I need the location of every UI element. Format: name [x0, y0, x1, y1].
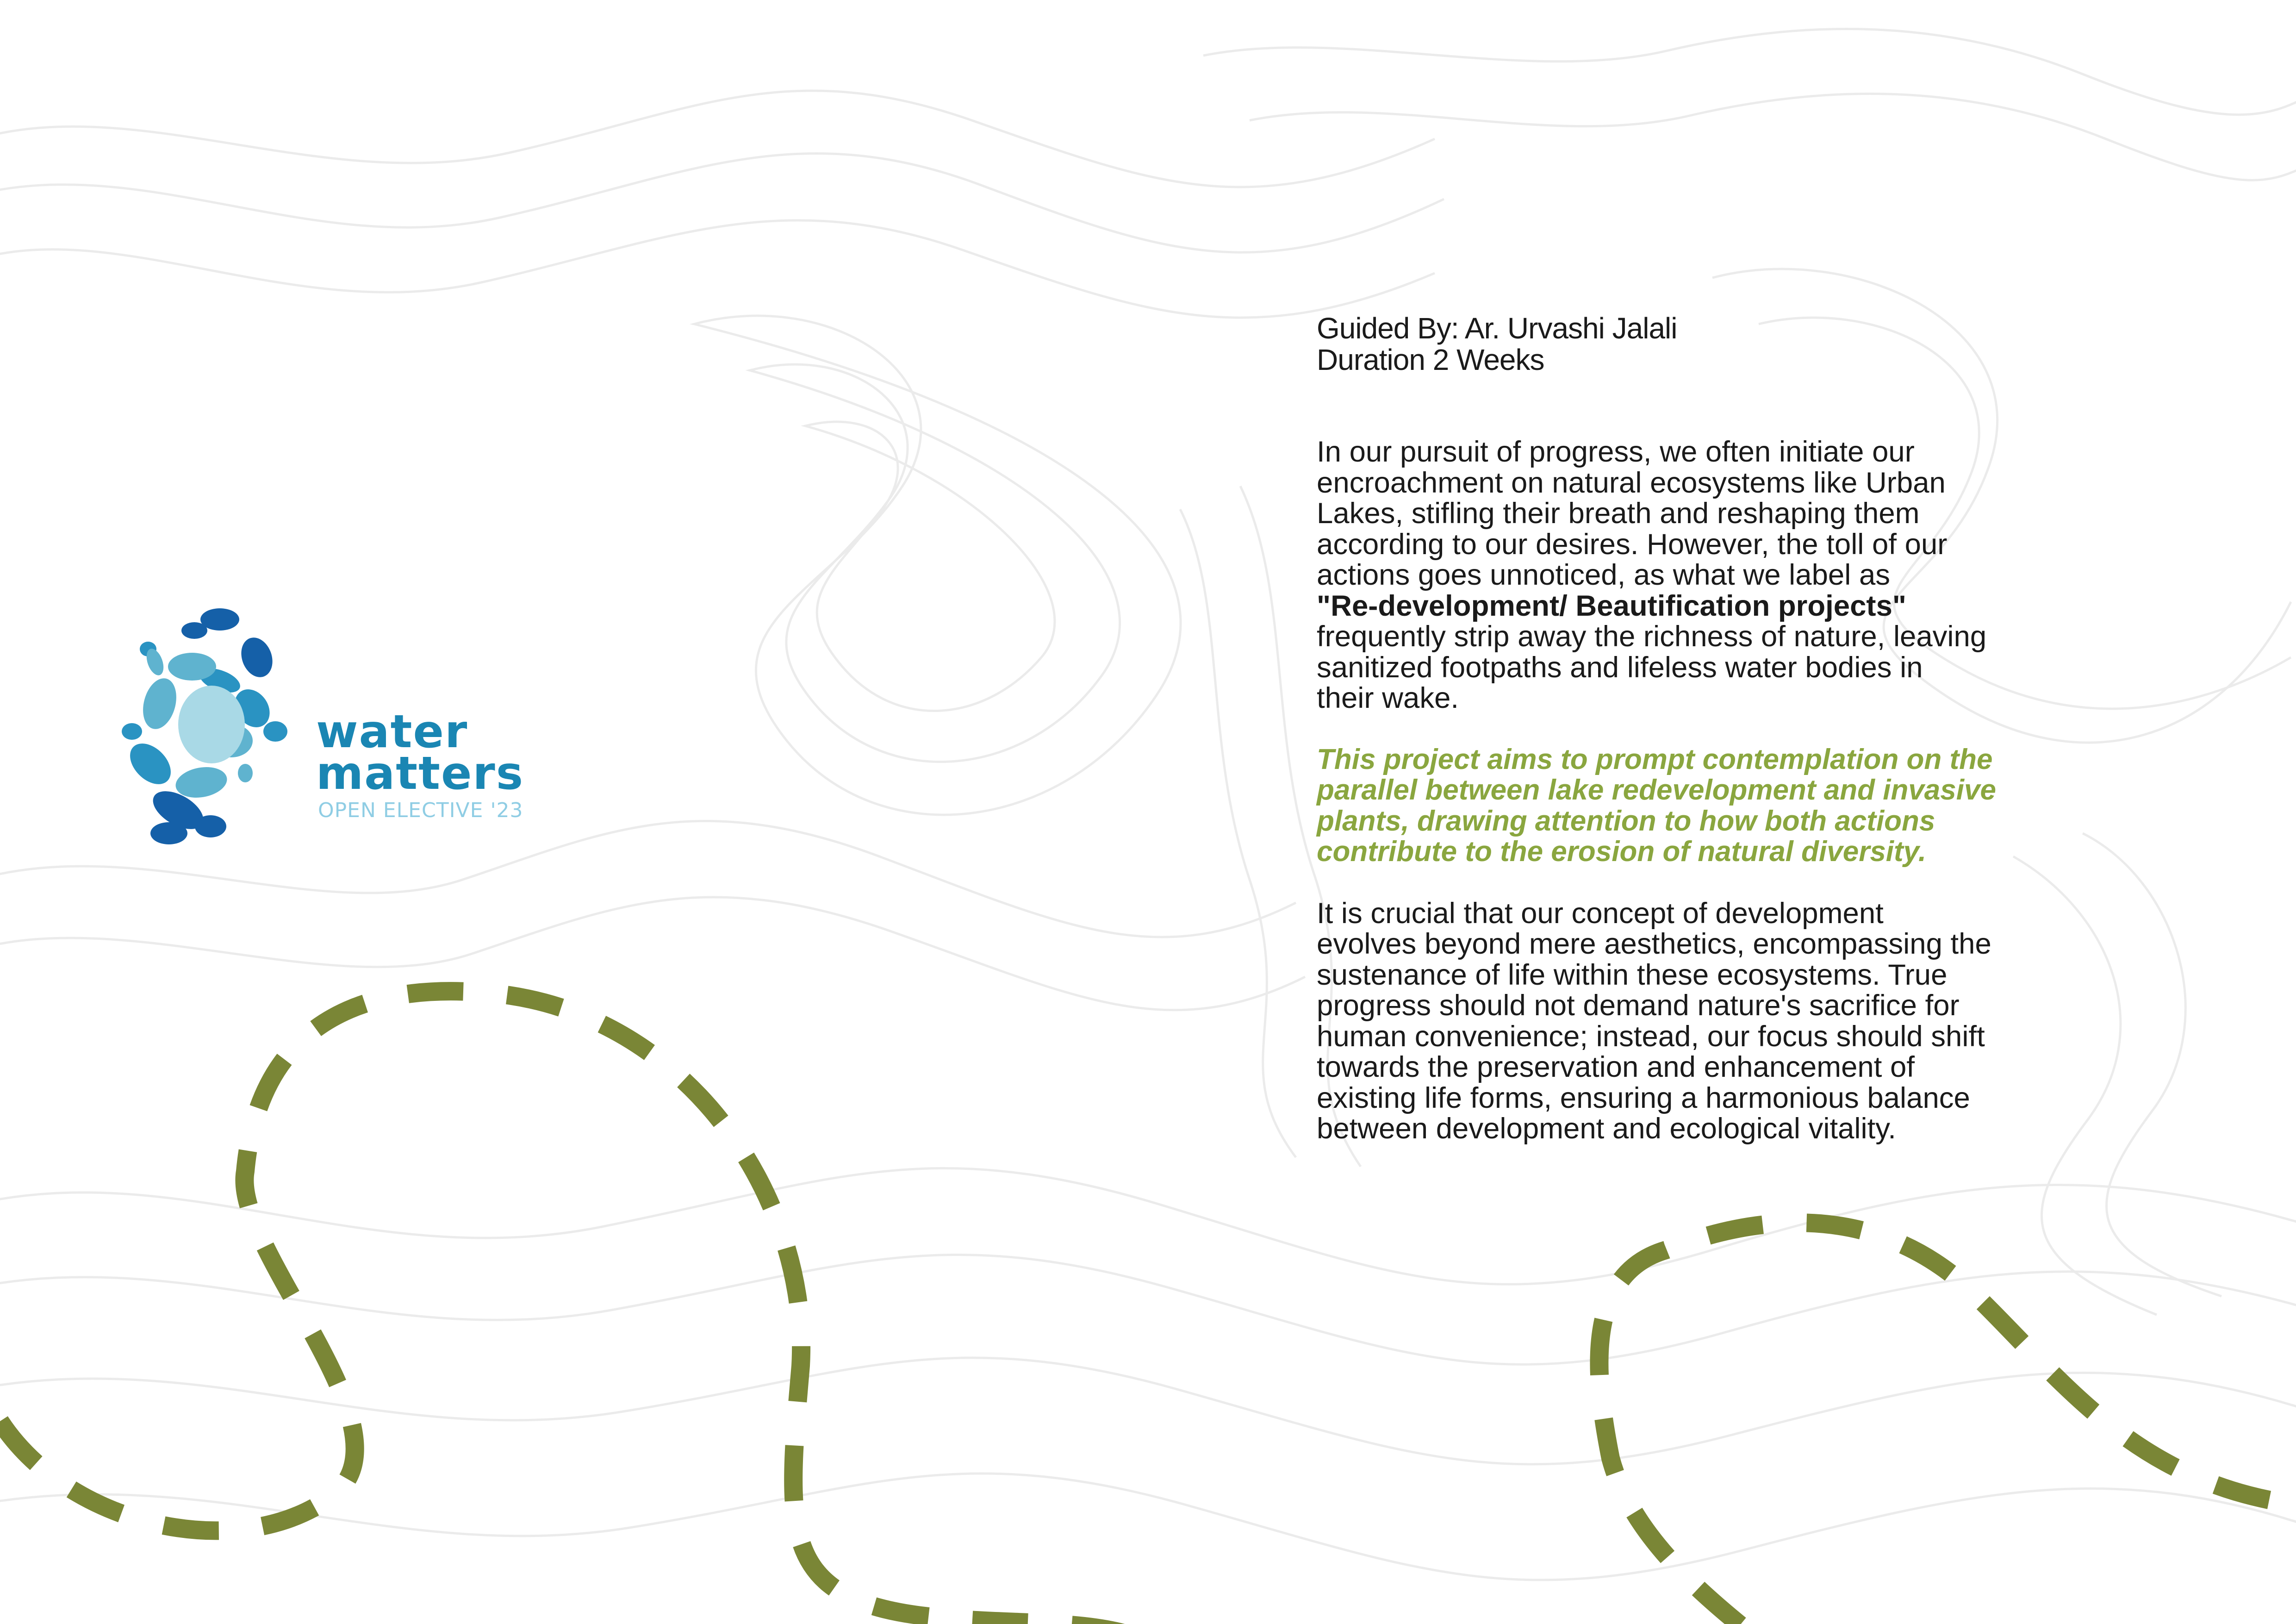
project-aim-statement [1317, 744, 2196, 868]
water-matters-logo [104, 606, 524, 856]
duration-line: Duration 2 Weeks [1317, 343, 1544, 376]
paragraph-line: progress should not demand nature's sacrifice for [1317, 989, 1960, 1022]
paragraph-line: frequently strip away the richness of nature, leaving [1317, 620, 1987, 653]
aim-line: contribute to the erosion of natural diversity. [1317, 836, 1927, 868]
project-meta [1317, 312, 2196, 375]
guide-line: Guided By: Ar. Urvashi Jalali [1317, 312, 1677, 345]
intro-paragraph [1317, 437, 2196, 714]
paragraph-line: human convenience; instead, our focus should shift [1317, 1020, 1985, 1053]
water-droplets-swirl-icon [104, 606, 317, 856]
dashed-loop-left [0, 991, 1157, 1624]
logo-word-water: water [316, 706, 468, 758]
paragraph-line: actions goes unnoticed, as what we label as [1317, 559, 1891, 591]
paragraph-line: sustenance of life within these ecosystems. True [1317, 958, 1948, 991]
highlighted-phrase: "Re-development/ Beautification projects" [1317, 589, 1906, 622]
paragraph-line: existing life forms, ensuring a harmonious balance [1317, 1081, 1970, 1114]
paragraph-line: evolves beyond mere aesthetics, encompassing the [1317, 928, 1991, 960]
logo-word-matters: matters [316, 747, 524, 800]
dashed-loop-right [1599, 1223, 2296, 1624]
aim-line: plants, drawing attention to how both actions [1317, 805, 1935, 837]
paragraph-line: between development and ecological vitality. [1317, 1112, 1896, 1145]
paragraph-line: sanitized footpaths and lifeless water bodies in [1317, 651, 1923, 684]
paragraph-line: towards the preservation and enhancement of [1317, 1051, 1915, 1083]
project-description [1317, 312, 2196, 1144]
conclusion-paragraph [1317, 898, 2196, 1144]
paragraph-line: their wake. [1317, 682, 1459, 714]
aim-line: parallel between lake redevelopment and invasive [1317, 774, 1996, 806]
paragraph-line: In our pursuit of progress, we often initiate our [1317, 436, 1915, 468]
paragraph-line: Lakes, stifling their breath and reshaping them [1317, 497, 1920, 530]
logo-subtitle: OPEN ELECTIVE '23 [318, 799, 523, 822]
paragraph-line: It is crucial that our concept of development [1317, 897, 1884, 930]
paragraph-line: encroachment on natural ecosystems like Urban [1317, 466, 1946, 499]
aim-line: This project aims to prompt contemplation on the [1317, 743, 1993, 775]
paragraph-line: according to our desires. However, the toll of our [1317, 528, 1948, 561]
